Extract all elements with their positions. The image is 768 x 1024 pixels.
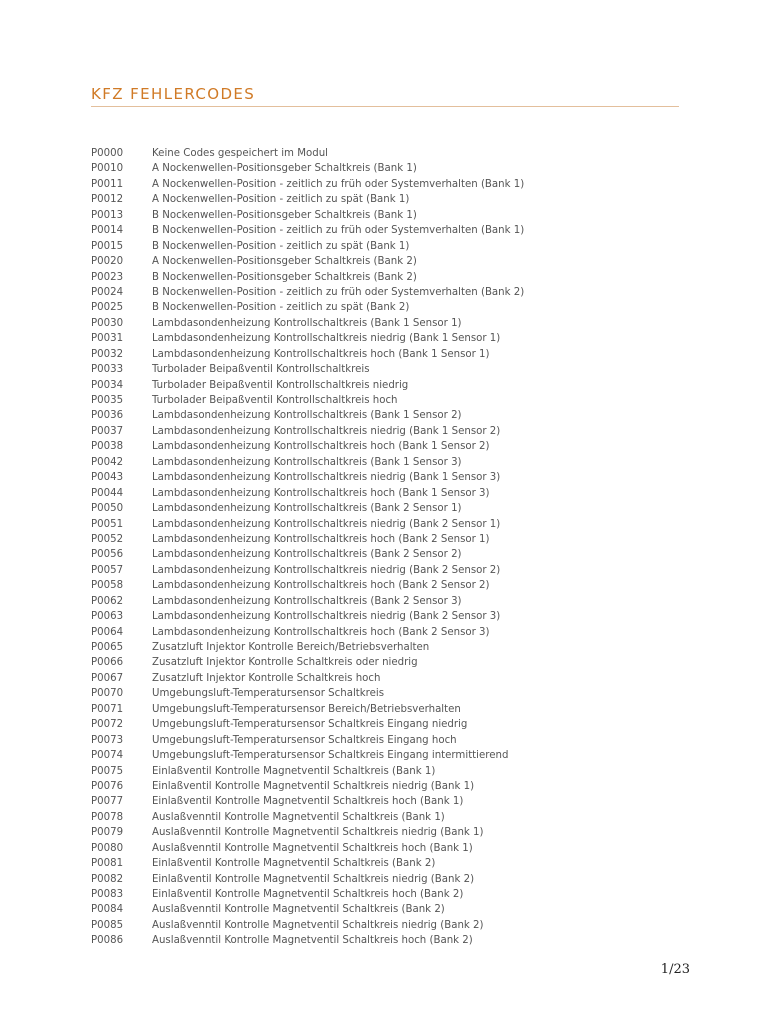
fault-code: P0011 xyxy=(91,178,124,190)
fault-code-row xyxy=(91,378,691,393)
fault-description: Auslaßvenntil Kontrolle Magnetventil Schaltkreis niedrig (Bank 1) xyxy=(152,827,484,839)
fault-code: P0064 xyxy=(91,626,124,638)
fault-code: P0072 xyxy=(91,719,124,731)
fault-code-row xyxy=(91,455,691,470)
fault-code: P0063 xyxy=(91,611,124,623)
fault-description: Auslaßvenntil Kontrolle Magnetventil Schaltkreis niedrig (Bank 2) xyxy=(152,919,484,931)
fault-code-row xyxy=(91,161,691,176)
document-title: KFZ FEHLERCODES xyxy=(91,85,256,103)
fault-code: P0085 xyxy=(91,919,124,931)
fault-code: P0000 xyxy=(91,148,124,159)
fault-code-row xyxy=(91,270,691,285)
fault-description: Lambdasondenheizung Kontrollschaltkreis (Bank 1 Sensor 1) xyxy=(152,317,462,329)
fault-description: A Nockenwellen-Position - zeitlich zu früh oder Systemverhalten (Bank 1) xyxy=(152,178,525,190)
fault-code-row xyxy=(91,362,691,377)
fault-description: Lambdasondenheizung Kontrollschaltkreis hoch (Bank 2 Sensor 3) xyxy=(152,626,490,638)
fault-description: Umgebungsluft-Temperatursensor Schaltkreis Eingang niedrig xyxy=(152,719,468,731)
fault-description: Einlaßventil Kontrolle Magnetventil Schaltkreis hoch (Bank 2) xyxy=(152,889,464,900)
fault-code-row xyxy=(91,223,691,238)
fault-code: P0024 xyxy=(91,286,124,298)
fault-code-row xyxy=(91,300,691,315)
fault-code: P0033 xyxy=(91,364,124,376)
fault-code: P0065 xyxy=(91,642,124,653)
fault-code: P0077 xyxy=(91,796,124,808)
fault-description: Turbolader Beipaßventil Kontrollschaltkreis xyxy=(152,364,370,376)
fault-description: Lambdasondenheizung Kontrollschaltkreis (Bank 1 Sensor 2) xyxy=(152,410,462,422)
fault-code-row xyxy=(91,331,691,346)
fault-code-row xyxy=(91,902,691,917)
fault-description: Turbolader Beipaßventil Kontrollschaltkreis hoch xyxy=(152,395,398,406)
fault-code: P0013 xyxy=(91,209,124,221)
fault-description: Lambdasondenheizung Kontrollschaltkreis hoch (Bank 1 Sensor 2) xyxy=(152,441,490,453)
fault-description: A Nockenwellen-Positionsgeber Schaltkreis (Bank 1) xyxy=(152,163,417,175)
fault-description: Lambdasondenheizung Kontrollschaltkreis hoch (Bank 2 Sensor 1) xyxy=(152,533,490,545)
fault-code: P0082 xyxy=(91,873,124,885)
fault-description: Auslaßvenntil Kontrolle Magnetventil Schaltkreis hoch (Bank 2) xyxy=(152,935,473,947)
fault-code-row xyxy=(91,872,691,887)
fault-description: Lambdasondenheizung Kontrollschaltkreis niedrig (Bank 1 Sensor 2) xyxy=(152,425,501,437)
fault-description: Einlaßventil Kontrolle Magnetventil Schaltkreis niedrig (Bank 1) xyxy=(152,780,475,792)
fault-description: Einlaßventil Kontrolle Magnetventil Schaltkreis (Bank 1) xyxy=(152,765,436,777)
fault-code: P0078 xyxy=(91,811,124,823)
fault-description: Einlaßventil Kontrolle Magnetventil Schaltkreis niedrig (Bank 2) xyxy=(152,873,475,885)
fault-code-row xyxy=(91,794,691,809)
fault-code: P0010 xyxy=(91,163,124,175)
fault-code-row xyxy=(91,439,691,454)
fault-code-row xyxy=(91,702,691,717)
fault-description: Lambdasondenheizung Kontrollschaltkreis niedrig (Bank 1 Sensor 1) xyxy=(152,333,501,345)
fault-description: Umgebungsluft-Temperatursensor Schaltkreis Eingang hoch xyxy=(152,734,457,746)
fault-code-row xyxy=(91,393,691,408)
fault-code: P0070 xyxy=(91,688,124,700)
fault-description: Einlaßventil Kontrolle Magnetventil Schaltkreis (Bank 2) xyxy=(152,858,436,870)
fault-code: P0058 xyxy=(91,580,124,592)
fault-description: Lambdasondenheizung Kontrollschaltkreis hoch (Bank 1 Sensor 1) xyxy=(152,348,490,360)
fault-code: P0042 xyxy=(91,456,124,468)
fault-code: P0051 xyxy=(91,518,124,530)
fault-description: A Nockenwellen-Position - zeitlich zu spät (Bank 1) xyxy=(152,194,410,206)
fault-code: P0044 xyxy=(91,487,124,499)
fault-code: P0038 xyxy=(91,441,124,453)
fault-description: Lambdasondenheizung Kontrollschaltkreis niedrig (Bank 2 Sensor 3) xyxy=(152,611,501,623)
fault-description: Umgebungsluft-Temperatursensor Bereich/Betriebsverhalten xyxy=(152,703,461,715)
fault-code-row xyxy=(91,748,691,763)
fault-code-row xyxy=(91,254,691,269)
fault-code-row xyxy=(91,856,691,871)
fault-code: P0050 xyxy=(91,503,124,515)
fault-code: P0035 xyxy=(91,395,124,406)
fault-code: P0086 xyxy=(91,935,124,947)
fault-description: A Nockenwellen-Positionsgeber Schaltkreis (Bank 2) xyxy=(152,256,417,268)
fault-description: Lambdasondenheizung Kontrollschaltkreis niedrig (Bank 2 Sensor 1) xyxy=(152,518,501,530)
fault-description: Auslaßvenntil Kontrolle Magnetventil Schaltkreis (Bank 1) xyxy=(152,811,445,823)
fault-description: Auslaßvenntil Kontrolle Magnetventil Schaltkreis hoch (Bank 1) xyxy=(152,842,473,854)
fault-code-row xyxy=(91,177,691,192)
fault-code: P0034 xyxy=(91,379,124,391)
page-number: 1/23 xyxy=(660,962,690,977)
fault-code-row xyxy=(91,686,691,701)
fault-description: Lambdasondenheizung Kontrollschaltkreis (Bank 2 Sensor 3) xyxy=(152,595,462,607)
fault-description: Turbolader Beipaßventil Kontrollschaltkreis niedrig xyxy=(152,379,409,391)
fault-code: P0056 xyxy=(91,549,124,561)
fault-code-row xyxy=(91,486,691,501)
fault-description: Zusatzluft Injektor Kontrolle Bereich/Betriebsverhalten xyxy=(152,642,430,653)
fault-code: P0080 xyxy=(91,842,124,854)
fault-code-row xyxy=(91,563,691,578)
fault-code: P0014 xyxy=(91,225,124,237)
fault-code: P0032 xyxy=(91,348,124,360)
fault-code: P0074 xyxy=(91,750,124,762)
fault-code-row xyxy=(91,717,691,732)
fault-code-row xyxy=(91,146,691,161)
fault-description: Auslaßvenntil Kontrolle Magnetventil Schaltkreis (Bank 2) xyxy=(152,904,445,916)
fault-code-row xyxy=(91,609,691,624)
fault-code: P0031 xyxy=(91,333,124,345)
fault-code: P0075 xyxy=(91,765,124,777)
fault-code: P0052 xyxy=(91,533,124,545)
fault-code-row xyxy=(91,285,691,300)
fault-code: P0067 xyxy=(91,672,124,684)
fault-code-row xyxy=(91,547,691,562)
fault-code: P0076 xyxy=(91,780,124,792)
fault-description: Lambdasondenheizung Kontrollschaltkreis hoch (Bank 1 Sensor 3) xyxy=(152,487,490,499)
fault-code-row xyxy=(91,594,691,609)
fault-code-row xyxy=(91,764,691,779)
fault-description: B Nockenwellen-Positionsgeber Schaltkreis (Bank 2) xyxy=(152,271,417,283)
fault-description: B Nockenwellen-Positionsgeber Schaltkreis (Bank 1) xyxy=(152,209,417,221)
fault-description: Lambdasondenheizung Kontrollschaltkreis (Bank 2 Sensor 2) xyxy=(152,549,462,561)
fault-code-list xyxy=(91,146,691,949)
fault-code-row xyxy=(91,239,691,254)
fault-code-row xyxy=(91,825,691,840)
fault-code-row xyxy=(91,625,691,640)
fault-code-row xyxy=(91,671,691,686)
fault-description: Lambdasondenheizung Kontrollschaltkreis niedrig (Bank 2 Sensor 2) xyxy=(152,564,501,576)
fault-code-row xyxy=(91,655,691,670)
fault-code-row xyxy=(91,424,691,439)
fault-code-row xyxy=(91,316,691,331)
fault-code: P0071 xyxy=(91,703,124,715)
fault-code: P0084 xyxy=(91,904,124,916)
fault-description: B Nockenwellen-Position - zeitlich zu spät (Bank 1) xyxy=(152,240,410,252)
fault-code: P0037 xyxy=(91,425,124,437)
fault-description: Lambdasondenheizung Kontrollschaltkreis hoch (Bank 2 Sensor 2) xyxy=(152,580,490,592)
fault-description: Lambdasondenheizung Kontrollschaltkreis niedrig (Bank 1 Sensor 3) xyxy=(152,472,501,484)
fault-description: Einlaßventil Kontrolle Magnetventil Schaltkreis hoch (Bank 1) xyxy=(152,796,464,808)
fault-code: P0012 xyxy=(91,194,124,206)
fault-code: P0073 xyxy=(91,734,124,746)
fault-code: P0020 xyxy=(91,256,124,268)
fault-description: B Nockenwellen-Position - zeitlich zu früh oder Systemverhalten (Bank 2) xyxy=(152,286,525,298)
fault-code: P0043 xyxy=(91,472,124,484)
fault-description: Zusatzluft Injektor Kontrolle Schaltkreis hoch xyxy=(152,672,381,684)
fault-code-row xyxy=(91,408,691,423)
fault-code: P0015 xyxy=(91,240,124,252)
fault-code-row xyxy=(91,578,691,593)
fault-code: P0083 xyxy=(91,889,124,900)
fault-description: Zusatzluft Injektor Kontrolle Schaltkreis oder niedrig xyxy=(152,657,418,669)
fault-code: P0066 xyxy=(91,657,124,669)
title-divider xyxy=(91,106,679,107)
fault-code-row xyxy=(91,841,691,856)
fault-description: Umgebungsluft-Temperatursensor Schaltkreis Eingang intermittierend xyxy=(152,750,509,762)
fault-code: P0025 xyxy=(91,302,124,314)
fault-code-row xyxy=(91,208,691,223)
fault-description: B Nockenwellen-Position - zeitlich zu früh oder Systemverhalten (Bank 1) xyxy=(152,225,525,237)
fault-code-row xyxy=(91,733,691,748)
fault-code: P0036 xyxy=(91,410,124,422)
fault-description: B Nockenwellen-Position - zeitlich zu spät (Bank 2) xyxy=(152,302,410,314)
fault-code: P0023 xyxy=(91,271,124,283)
fault-code: P0030 xyxy=(91,317,124,329)
fault-code-row xyxy=(91,517,691,532)
fault-code-row xyxy=(91,470,691,485)
fault-description: Umgebungsluft-Temperatursensor Schaltkreis xyxy=(152,688,385,700)
fault-code-row xyxy=(91,640,691,655)
fault-code-row xyxy=(91,501,691,516)
fault-code: P0079 xyxy=(91,827,124,839)
fault-description: Lambdasondenheizung Kontrollschaltkreis (Bank 2 Sensor 1) xyxy=(152,503,462,515)
fault-code-row xyxy=(91,918,691,933)
fault-code-row xyxy=(91,887,691,902)
fault-code-row xyxy=(91,532,691,547)
fault-code-row xyxy=(91,347,691,362)
fault-code-row xyxy=(91,192,691,207)
fault-code-row xyxy=(91,933,691,948)
fault-code: P0057 xyxy=(91,564,124,576)
fault-description: Lambdasondenheizung Kontrollschaltkreis (Bank 1 Sensor 3) xyxy=(152,456,462,468)
fault-description: Keine Codes gespeichert im Modul xyxy=(152,148,328,159)
fault-code: P0081 xyxy=(91,858,124,870)
fault-code: P0062 xyxy=(91,595,124,607)
fault-code-row xyxy=(91,810,691,825)
fault-code-row xyxy=(91,779,691,794)
